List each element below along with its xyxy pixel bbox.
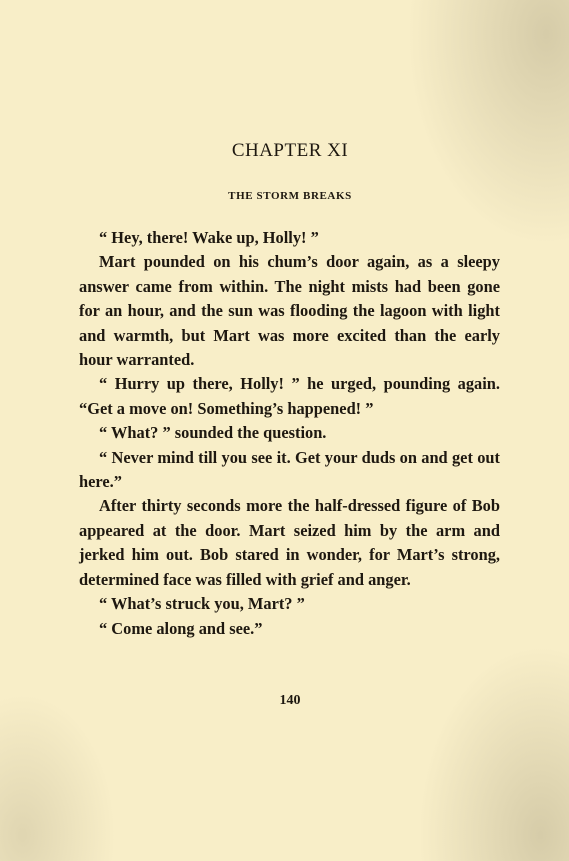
paragraph: After thirty seconds more the half-dressed figure of Bob appeared at the door. Mart seized him by the arm and jerked him out. Bob stared in wonder, for Mart’s strong, determined face was filled with grief and anger. bbox=[79, 496, 500, 589]
paragraph: “ What? ” sounded the question. bbox=[99, 423, 327, 443]
page-number: 140 bbox=[279, 693, 301, 708]
chapter-title: THE STORM BREAKS bbox=[228, 190, 352, 202]
paragraph: “ Hurry up there, Holly! ” he urged, pounding again. “Get a move on! Something’s happened! ” bbox=[79, 374, 500, 418]
body-text bbox=[79, 226, 500, 641]
paragraph: “ Hey, there! Wake up, Holly! ” bbox=[99, 228, 319, 247]
paragraph: Mart pounded on his chum’s door again, as a sleepy answer came from within. The night mists had been gone for an hour, and the sun was flooding the lagoon with light and warmth, but Mart was more excited than the early hour warranted. bbox=[79, 252, 500, 370]
chapter-heading: CHAPTER XI bbox=[231, 140, 349, 161]
paragraph: “ Come along and see.” bbox=[99, 618, 263, 638]
paragraph: “ Never mind till you see it. Get your duds on and get out here.” bbox=[79, 447, 500, 492]
paragraph: “ What’s struck you, Mart? ” bbox=[99, 594, 305, 614]
